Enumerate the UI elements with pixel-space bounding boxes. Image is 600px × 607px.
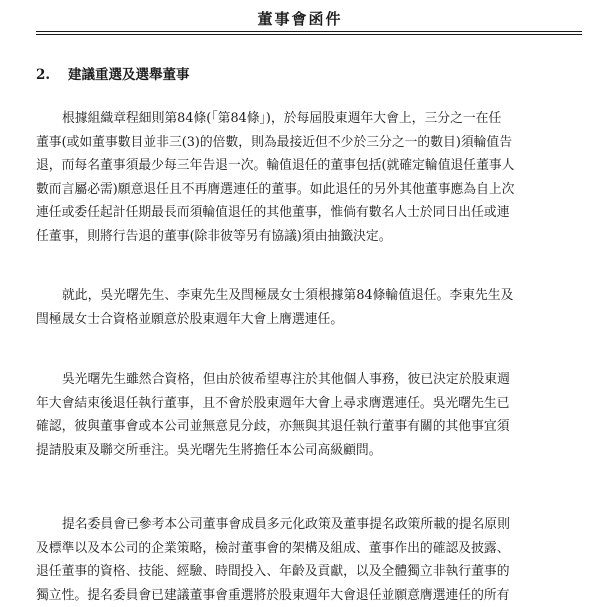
paragraph-line: 年大會結束後退任執行董事，且不會於股東週年大會上尋求膺選連任。吳光曙先生已 (36, 392, 592, 416)
header-rule-top (36, 31, 582, 32)
page-header (0, 0, 600, 34)
paragraph-line: 及標準以及本公司的企業策略，檢討董事會的架構及組成、董事作出的確認及披露、 (36, 537, 592, 561)
paragraph-line: 閆極晟女士合資格並願意於股東週年大會上膺選連任。 (36, 308, 592, 332)
paragraph-retiring-directors (36, 284, 592, 331)
paragraph-line: 任董事，則將行告退的董事(除非彼等另有協議)須由抽籤決定。 (36, 225, 592, 249)
paragraph-line: 連任或委任起計任期最長而須輪值退任的其他董事，惟倘有數名人士於同日出任或連 (36, 201, 592, 225)
paragraph-line: 提請股東及聯交所垂注。吳光曙先生將擔任本公司高級顧問。 (36, 439, 592, 463)
section-title: 建議重選及選舉董事 (68, 67, 190, 83)
paragraph-line: 就此，吳光曙先生、李東先生及閆極晟女士須根據第84條輪值退任。李東先生及 (36, 284, 592, 308)
paragraph-line: 退，而每名董事須最少每三年告退一次。輪值退任的董事包括(就確定輪值退任董事人 (36, 154, 592, 178)
header-rule-bottom (36, 34, 582, 35)
paragraph-line: 確認，彼與董事會或本公司並無意見分歧，亦無與其退任執行董事有關的其他事宜須 (36, 415, 592, 439)
paragraph-line: 根據組織章程細則第84條(「第84條」)，於每屆股東週年大會上，三分之一在任 (36, 107, 592, 131)
paragraph-line: 董事(或如董事數目並非三(3)的倍數，則為最接近但不少於三分之一的數目)須輪值告 (36, 131, 592, 155)
paragraph-retirement-statement (36, 368, 592, 462)
paragraph-nomination-committee (36, 513, 592, 607)
page-title: 董事會函件 (0, 8, 600, 29)
paragraph-line: 提名委員會已參考本公司董事會成員多元化政策及董事提名政策所載的提名原則 (36, 513, 592, 537)
section-number: 2. (36, 67, 68, 83)
paragraph-rotation-rules (36, 107, 592, 248)
paragraph-line: 數而言屬必需)願意退任且不再膺選連任的董事。如此退任的另外其他董事應為自上次 (36, 178, 592, 202)
paragraph-line: 獨立性。提名委員會已建議董事會重選將於股東週年大會退任並願意膺選連任的所有 (36, 584, 592, 607)
section-heading (36, 63, 190, 83)
paragraph-line: 吳光曙先生雖然合資格，但由於彼希望專注於其他個人事務，彼已決定於股東週 (36, 368, 592, 392)
paragraph-line: 退任董事的資格、技能、經驗、時間投入、年齡及貢獻，以及全體獨立非執行董事的 (36, 560, 592, 584)
